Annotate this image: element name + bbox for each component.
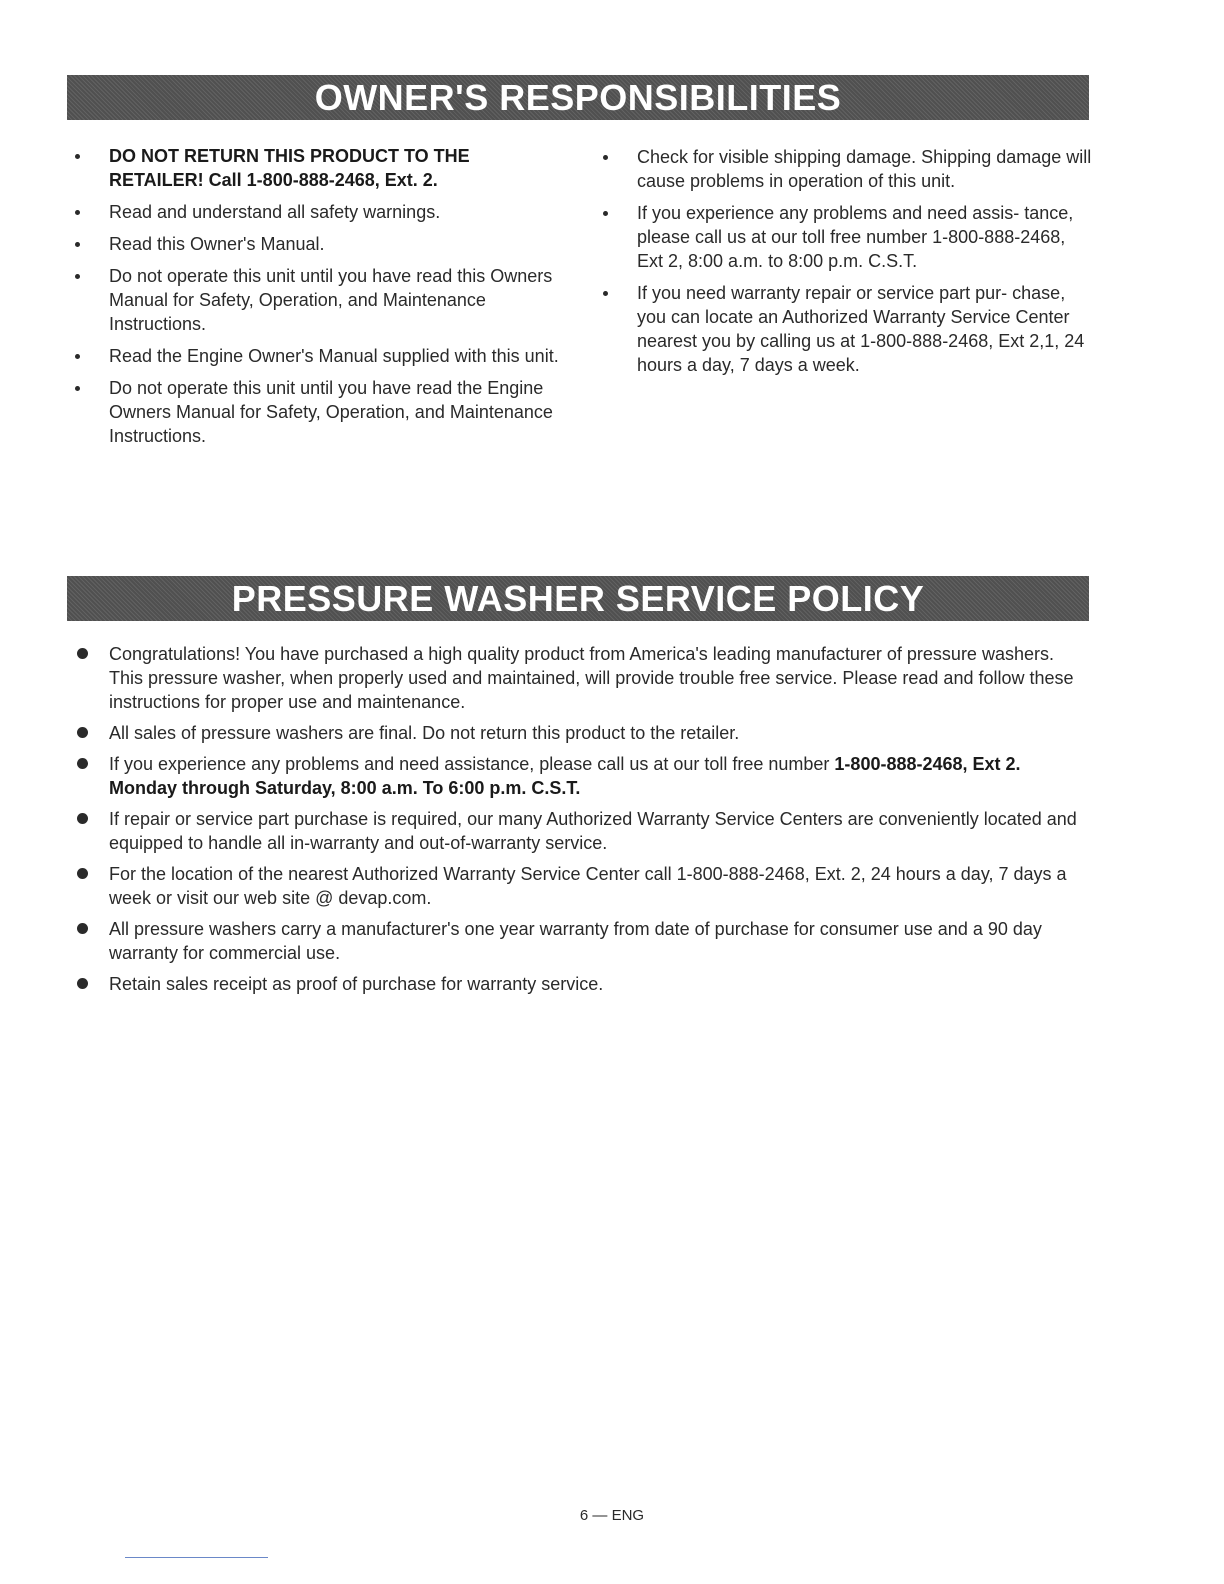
list-item: Read the Engine Owner's Manual supplied with this unit. bbox=[72, 344, 562, 368]
owners-responsibilities-banner bbox=[67, 75, 1089, 120]
service-policy-list bbox=[72, 642, 1092, 1003]
list-item bbox=[72, 752, 1092, 800]
footer-divider bbox=[125, 1557, 268, 1558]
list-item: For the location of the nearest Authorized Warranty Service Center call 1-800-888-2468, Ext. 2, 24 hours a day, 7 days a week or visit our web site @ devap.com. bbox=[72, 862, 1092, 910]
owners-responsibilities-title: OWNER'S RESPONSIBILITIES bbox=[314, 77, 842, 118]
list-item: Do not operate this unit until you have read the Engine Owners Manual for Safety, Operation, and Maintenance Instructions. bbox=[72, 376, 562, 448]
page-number: 6 — ENG bbox=[579, 1507, 645, 1524]
list-item: If you need warranty repair or service part pur- chase, you can locate an Authorized Warranty Service Center nearest you by calling us at 1-800-888-2468, Ext 2,1, 24 hours a day, 7 days a week. bbox=[600, 281, 1092, 377]
service-policy-title: PRESSURE WASHER SERVICE POLICY bbox=[231, 578, 925, 619]
list-item: Congratulations! You have purchased a high quality product from America's leading manufacturer of pressure washers. This pressure washer, when properly used and maintained, will provide trouble free service. Please read and follow these instructions for proper use and maintenance. bbox=[72, 642, 1092, 714]
owners-responsibilities-right-list bbox=[600, 145, 1092, 385]
list-item: All sales of pressure washers are final. Do not return this product to the retailer. bbox=[72, 721, 1092, 745]
list-item: Do not operate this unit until you have read this Owners Manual for Safety, Operation, and Maintenance Instructions. bbox=[72, 264, 562, 336]
list-item: If repair or service part purchase is required, our many Authorized Warranty Service Centers are conveniently located and equipped to handle all in-warranty and out-of-warranty service. bbox=[72, 807, 1092, 855]
list-item: Retain sales receipt as proof of purchase for warranty service. bbox=[72, 972, 1092, 996]
list-item: If you experience any problems and need assis- tance, please call us at our toll free number 1-800-888-2468, Ext 2, 8:00 a.m. to 8:00 p.m. C.S.T. bbox=[600, 201, 1092, 273]
assistance-text: If you experience any problems and need assistance, please call us at our toll free number bbox=[109, 754, 835, 774]
list-item: Read this Owner's Manual. bbox=[72, 232, 562, 256]
list-item: All pressure washers carry a manufacturer's one year warranty from date of purchase for consumer use and a 90 day warranty for commercial use. bbox=[72, 917, 1092, 965]
list-item: Read and understand all safety warnings. bbox=[72, 200, 562, 224]
service-policy-banner bbox=[67, 576, 1089, 621]
assistance-phone-hours: 1-800-888-2468, Ext 2. Monday through Saturday, 8:00 a.m. To 6:00 p.m. C.S.T. bbox=[109, 754, 1021, 798]
owners-responsibilities-left-list bbox=[72, 144, 562, 456]
list-item: Check for visible shipping damage. Shipping damage will cause problems in operation of this unit. bbox=[600, 145, 1092, 193]
list-item bbox=[72, 144, 562, 192]
do-not-return-warning: DO NOT RETURN THIS PRODUCT TO THE RETAILER! Call 1-800-888-2468, Ext. 2. bbox=[109, 146, 470, 190]
